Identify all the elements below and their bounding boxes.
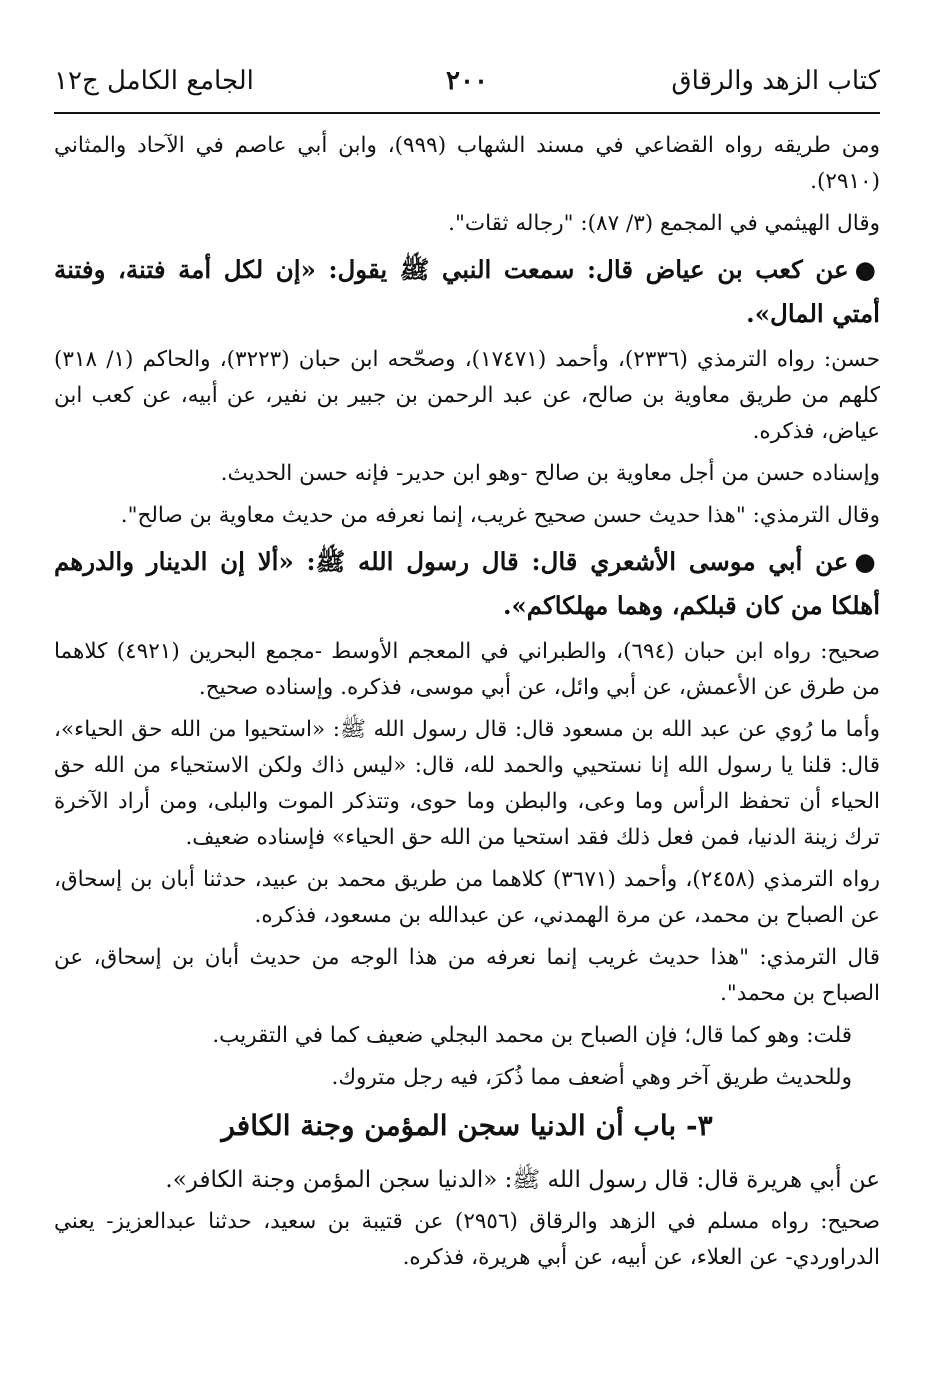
paragraph-p11	[54, 940, 880, 1012]
paragraph-text: قلت: وهو كما قال؛ فإن الصباح بن محمد البجلي ضعيف كما في التقريب.	[212, 1023, 852, 1048]
paragraph-text: وإسناده حسن من أجل معاوية بن صالح -وهو ابن حدير- فإنه حسن الحديث.	[220, 461, 880, 486]
series-title: الجامع الكامل ج١٢	[54, 66, 254, 96]
paragraph-text: وقال الهيثمي في المجمع (٣/ ٨٧): "رجاله ثقات".	[448, 211, 880, 236]
paragraph-p13	[54, 1060, 880, 1096]
page-body	[54, 128, 880, 1276]
paragraph-p5	[54, 456, 880, 492]
paragraph-text: قال الترمذي: "هذا حديث غريب إنما نعرفه من هذا الوجه من حديث أبان بن إسحاق، عن الصباح بن محمد".	[54, 945, 880, 1006]
paragraph-text: صحيح: رواه مسلم في الزهد والرقاق (٢٩٥٦) عن قتيبة بن سعيد، حدثنا عبدالعزيز- يعني الدراوردي- عن العلاء، عن أبيه، عن أبي هريرة، فذكره.	[54, 1209, 880, 1270]
paragraph-p12	[54, 1018, 880, 1054]
page-header	[54, 58, 880, 114]
bullet-icon: ●	[854, 547, 880, 576]
paragraph-text: وللحديث طريق آخر وهي أضعف مما ذُكرَ، فيه رجل متروك.	[331, 1065, 852, 1090]
paragraph-text: عن أبي هريرة قال: قال رسول الله ﷺ: «الدنيا سجن المؤمن وجنة الكافر».	[165, 1167, 880, 1193]
paragraph-text: عن أبي موسى الأشعري قال: قال رسول الله ﷺ: «ألا إن الدينار والدرهم أهلكا من كان قبلكم، وهما مهلكاكم».	[54, 547, 880, 620]
paragraph-p4	[54, 342, 880, 450]
paragraph-p14	[54, 1160, 880, 1200]
paragraph-p8	[54, 634, 880, 706]
paragraph-text: حسن: رواه الترمذي (٢٣٣٦)، وأحمد (١٧٤٧١)، وصحّحه ابن حبان (٣٢٢٣)، والحاكم (١/ ٣١٨) كلهم من طريق معاوية بن صالح، عن عبد الرحمن بن جبير بن نفير، عن أبيه، عن كعب ابن عياض، فذكره.	[54, 347, 881, 444]
paragraph-p7	[54, 540, 880, 628]
paragraph-p3	[54, 248, 880, 336]
page-number: ٢٠٠	[446, 66, 488, 96]
paragraph-p10	[54, 862, 880, 934]
paragraph-p1	[54, 128, 880, 200]
paragraph-text: صحيح: رواه ابن حبان (٦٩٤)، والطبراني في المعجم الأوسط -مجمع البحرين (٤٩٢١) كلاهما من طرق عن الأعمش، عن أبي وائل، عن أبي موسى، فذكره. وإسناده صحيح.	[54, 639, 881, 700]
paragraph-text: ومن طريقه رواه القضاعي في مسند الشهاب (٩٩٩)، وابن أبي عاصم في الآحاد والمثاني (٢٩١٠).	[54, 133, 880, 194]
paragraph-text: رواه الترمذي (٢٤٥٨)، وأحمد (٣٦٧١) كلاهما من طريق محمد بن عبيد، حدثنا أبان بن إسحاق، عن الصباح بن محمد، عن مرة الهمدني، عن عبدالله بن مسعود، فذكره.	[54, 867, 880, 928]
section-heading: ٣- باب أن الدنيا سجن المؤمن وجنة الكافر	[221, 1109, 713, 1142]
paragraph-p6	[54, 498, 880, 534]
bullet-icon: ●	[854, 255, 880, 284]
paragraph-p15	[54, 1204, 880, 1276]
paragraph-p2	[54, 206, 880, 242]
paragraph-p9	[54, 712, 880, 856]
paragraphs-before	[54, 128, 880, 1096]
paragraph-text: عن كعب بن عياض قال: سمعت النبي ﷺ يقول: «إن لكل أمة فتنة، وفتنة أمتي المال».	[54, 255, 880, 328]
paragraph-text: وأما ما رُوي عن عبد الله بن مسعود قال: قال رسول الله ﷺ: «استحيوا من الله حق الحياء»، قال: قلنا يا رسول الله إنا نستحيي والحمد لله، قال: «ليس ذاك ولكن الاستحياء من الله حق الحياء أن تحفظ الرأس وما وعى، والبطن وما حوى، وتتذكر الموت والبلى، ومن أراد الآخرة ترك زينة الدنيا، فمن فعل ذلك فقد استحيا من الله حق الحياء» فإسناده ضعيف.	[54, 717, 880, 850]
paragraphs-after	[54, 1160, 880, 1276]
paragraph-text: وقال الترمذي: "هذا حديث حسن صحيح غريب، إنما نعرفه من حديث معاوية بن صالح".	[120, 503, 880, 528]
book-title: كتاب الزهد والرقاق	[671, 66, 880, 96]
